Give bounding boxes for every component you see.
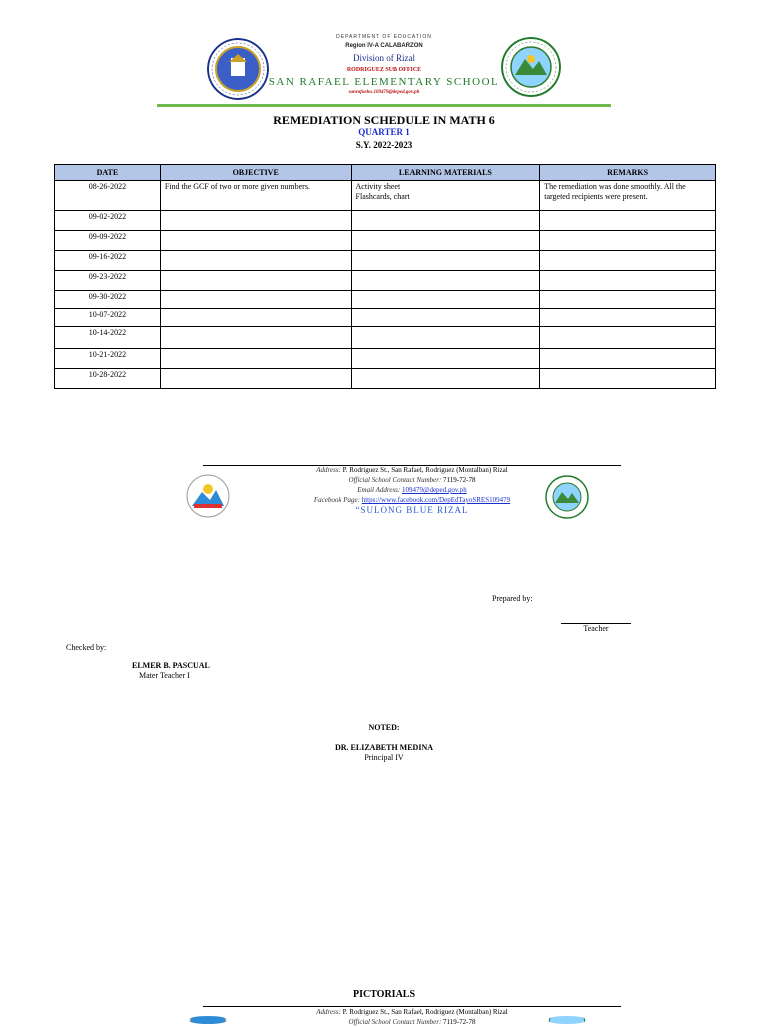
cell-materials: [351, 291, 540, 309]
cell-remarks: [540, 231, 716, 251]
slogan: “SULONG BLUE RIZAL: [355, 505, 469, 515]
table-row: [55, 211, 716, 231]
cell-objective: Find the GCF of two or more given numbers.: [160, 181, 351, 211]
cell-materials: [351, 369, 540, 389]
header-date: DATE: [55, 165, 161, 181]
cell-remarks: [540, 327, 716, 349]
cell-materials: [351, 309, 540, 327]
cell-date: 09-09-2022: [55, 231, 161, 251]
address-label: Address:: [316, 466, 341, 474]
cell-objective: [160, 327, 351, 349]
facebook-link[interactable]: https://www.facebook.com/DepEdTayoSRES109479: [361, 496, 511, 504]
cell-remarks: [540, 369, 716, 389]
cell-materials: [351, 181, 540, 211]
facebook-label: Facebook Page:: [313, 496, 360, 504]
prepared-by-label: Prepared by:: [492, 594, 533, 603]
school-seal-footer-icon: [547, 1016, 587, 1024]
cell-objective: [160, 211, 351, 231]
cell-materials: [351, 271, 540, 291]
table-row: [55, 231, 716, 251]
cell-date: 09-16-2022: [55, 251, 161, 271]
noted-label: NOTED:: [368, 723, 400, 732]
remediation-table: [54, 164, 716, 389]
school-name: SAN RAFAEL ELEMENTARY SCHOOL: [268, 76, 500, 88]
office-name: RODRIGUEZ SUB OFFICE: [346, 67, 422, 73]
address-value: P. Rodriguez St., San Rafael, Rodriguez (Montalban) Rizal: [342, 466, 508, 474]
cell-remarks: [540, 271, 716, 291]
contact-value: 7119-72-78: [443, 1018, 476, 1026]
document-title: REMEDIATION SCHEDULE IN MATH 6: [273, 113, 495, 127]
cell-remarks: The remediation was done smoothly. All the targeted recipients were present.: [540, 181, 716, 211]
address-value: P. Rodriguez St., San Rafael, Rodriguez (Montalban) Rizal: [342, 1008, 508, 1016]
header-materials: LEARNING MATERIALS: [351, 165, 540, 181]
school-year: S.Y. 2022-2023: [355, 140, 413, 150]
checker-title: Mater Teacher I: [139, 671, 190, 680]
table-header-row: [55, 165, 716, 181]
cell-materials: [351, 231, 540, 251]
cell-materials: [351, 327, 540, 349]
table-row: [55, 309, 716, 327]
department-name: DEPARTMENT OF EDUCATION: [336, 34, 432, 40]
cell-objective: [160, 271, 351, 291]
cell-objective: [160, 251, 351, 271]
cell-date: 10-07-2022: [55, 309, 161, 327]
cell-date: 09-30-2022: [55, 291, 161, 309]
cell-remarks: [540, 251, 716, 271]
cell-objective: [160, 369, 351, 389]
region-name: Region IV-A CALABARZON: [345, 43, 423, 49]
table-row: [55, 349, 716, 369]
header-divider: [157, 104, 611, 107]
cell-date: 09-23-2022: [55, 271, 161, 291]
cell-objective: [160, 291, 351, 309]
header-objective: OBJECTIVE: [160, 165, 351, 181]
cell-objective: [160, 231, 351, 251]
cell-objective: [160, 309, 351, 327]
checker-name: ELMER B. PASCUAL: [132, 661, 210, 670]
cell-date: 10-28-2022: [55, 369, 161, 389]
contact-label: Official School Contact Number:: [348, 476, 442, 484]
header-remarks: REMARKS: [540, 165, 716, 181]
materials-line: Activity sheet: [355, 182, 401, 191]
principal-name: DR. ELIZABETH MEDINA: [334, 743, 433, 752]
email-link[interactable]: 109479@deped.gov.ph: [402, 486, 467, 494]
cell-remarks: [540, 211, 716, 231]
table-row: [55, 181, 716, 211]
checked-by-label: Checked by:: [66, 643, 107, 652]
cell-remarks: [540, 309, 716, 327]
cell-date: 09-02-2022: [55, 211, 161, 231]
school-email: sanrafaeles.109479@deped.gov.ph: [348, 90, 420, 95]
school-seal-footer-icon: [545, 475, 589, 519]
email-label: Email Address:: [357, 486, 401, 494]
cell-materials: [351, 211, 540, 231]
cell-remarks: [540, 291, 716, 309]
principal-title: Principal IV: [364, 753, 404, 762]
contact-label: Official School Contact Number:: [348, 1018, 442, 1026]
cell-remarks: [540, 349, 716, 369]
table-row: [55, 251, 716, 271]
contact-value: 7119-72-78: [443, 476, 476, 484]
table-row: [55, 327, 716, 349]
teacher-label: Teacher: [583, 624, 609, 633]
cell-materials: [351, 349, 540, 369]
matatag-logo-icon: [188, 1016, 228, 1024]
table-row: [55, 369, 716, 389]
pictorials-title: PICTORIALS: [352, 989, 416, 1000]
materials-line: Flashcards, chart: [355, 192, 410, 201]
cell-date: 10-14-2022: [55, 327, 161, 349]
cell-objective: [160, 349, 351, 369]
division-name: Division of Rizal: [353, 53, 415, 63]
table-row: [55, 291, 716, 309]
cell-materials: [351, 251, 540, 271]
cell-date: 10-21-2022: [55, 349, 161, 369]
cell-date: 08-26-2022: [55, 181, 161, 211]
table-row: [55, 271, 716, 291]
quarter-label: QUARTER 1: [358, 127, 410, 137]
matatag-logo-icon: [186, 474, 230, 518]
footer-address-line: [203, 465, 621, 475]
address-label: Address:: [316, 1008, 341, 1016]
